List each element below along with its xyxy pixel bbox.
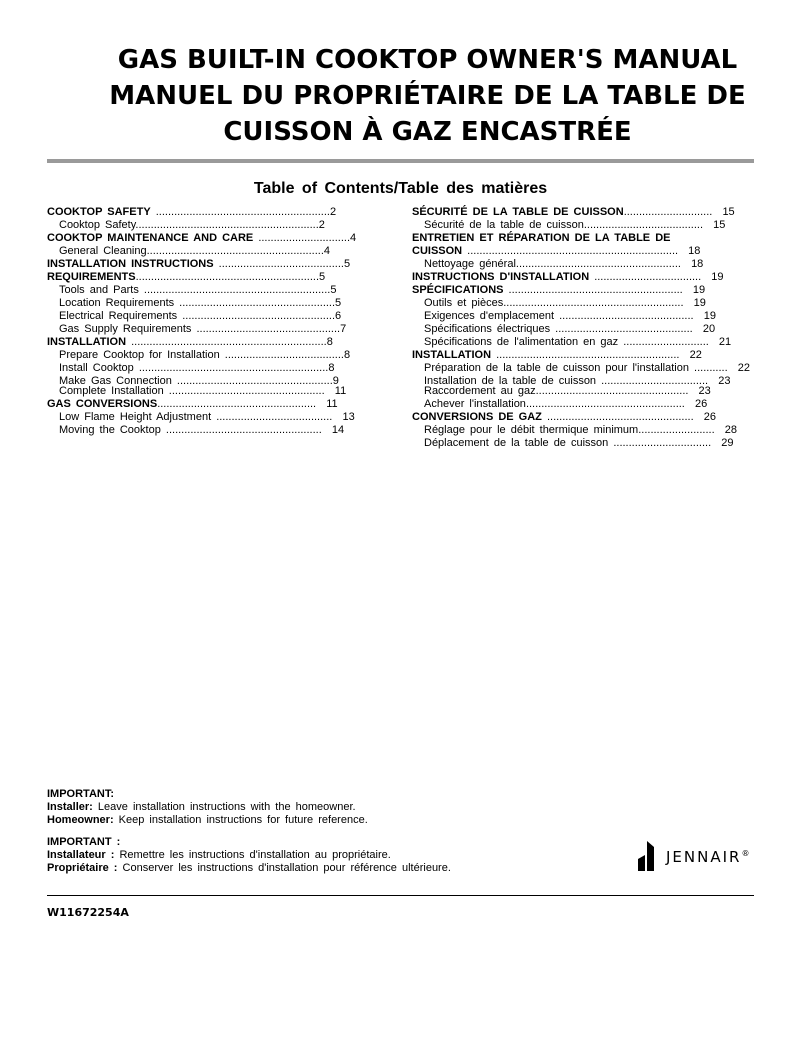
toc-leader: ............................................................ <box>491 349 680 361</box>
toc-page-number: 29 <box>711 437 734 449</box>
toc-section <box>412 271 782 284</box>
toc-column-english <box>47 206 392 437</box>
manual-title <box>60 42 795 150</box>
toc-leader: ................................................... <box>160 424 322 436</box>
toc-page-number: 20 <box>692 323 716 335</box>
toc-label: Location Requirements <box>59 297 175 309</box>
toc-subentry <box>47 375 392 385</box>
toc-label: Installation de la table de cuisson <box>424 375 597 387</box>
toc-page-number: 9 <box>332 375 339 387</box>
toc-page-number: 18 <box>678 245 701 257</box>
toc-page-number: 6 <box>335 310 342 322</box>
owner-note-fr: Propriétaire : Conserver les instructions d'installation pour référence ultérieure. <box>47 862 451 874</box>
toc-leader: ................................................ <box>541 411 694 423</box>
toc-leader: ................................................................ <box>126 336 327 348</box>
toc-subentry <box>412 310 782 323</box>
important-heading-en: IMPORTANT: <box>47 788 115 800</box>
jennair-logo <box>634 841 760 873</box>
toc-subentry <box>412 362 782 375</box>
toc-label: Nettoyage général <box>424 258 516 270</box>
toc-subentry <box>412 424 782 437</box>
toc-label: Gas Supply Requirements <box>59 323 192 335</box>
toc-page-number: 28 <box>714 424 737 436</box>
important-heading-fr: IMPORTANT : <box>47 836 121 848</box>
toc-section <box>412 206 782 219</box>
toc-label: Spécifications électriques <box>424 323 551 335</box>
toc-leader: ............................................. <box>550 323 693 335</box>
toc-section <box>412 284 782 297</box>
toc-leader: ....................................... <box>583 219 704 231</box>
toc-page-number: 19 <box>693 310 716 322</box>
toc-subentry <box>412 323 782 336</box>
toc-label: Exigences d'emplacement <box>424 310 555 322</box>
toc-leader: ......................... <box>638 424 715 436</box>
toc-label: Install Cooktop <box>59 362 134 374</box>
toc-label: SPÉCIFICATIONS <box>412 284 504 296</box>
toc-subentry <box>47 411 392 424</box>
toc-page-number: 22 <box>679 349 702 361</box>
toc-page-number: 4 <box>350 232 357 244</box>
toc-leader: ......................................................... <box>503 284 683 296</box>
toc-leader: ............................................................ <box>135 219 319 231</box>
installer-note-en: Installer: Leave installation instructions with the homeowner. <box>47 801 356 813</box>
toc-label: Prepare Cooktop for Installation <box>59 349 220 361</box>
title-line-3: CUISSON À GAZ ENCASTRÉE <box>223 117 632 147</box>
toc-leader: ............................................................ <box>135 271 319 283</box>
title-line-2: MANUEL DU PROPRIÉTAIRE DE LA TABLE DE <box>109 81 746 111</box>
toc-leader: ............................ <box>618 336 709 348</box>
toc-section <box>47 336 392 349</box>
toc-heading: Table of Contents/Table des matières <box>253 180 548 197</box>
toc-label: COOKTOP SAFETY <box>47 206 151 218</box>
toc-label: ENTRETIEN ET RÉPARATION DE LA TABLE DE <box>412 232 671 244</box>
toc-label: REQUIREMENTS <box>47 271 136 283</box>
toc-page-number: 19 <box>683 297 706 309</box>
toc-leader: .................................................... <box>525 398 685 410</box>
homeowner-note-en: Homeowner: Keep installation instructions for future reference. <box>47 814 368 826</box>
toc-label: Tools and Parts <box>59 284 139 296</box>
brand-name: JENNAIR® <box>666 848 752 866</box>
title-line-1: GAS BUILT-IN COOKTOP OWNER'S MANUAL <box>117 45 738 75</box>
toc-page-number: 13 <box>332 411 355 423</box>
toc-subentry <box>47 219 392 232</box>
toc-subentry <box>47 424 392 437</box>
toc-subentry <box>412 385 782 398</box>
toc-page-number: 14 <box>321 424 345 436</box>
toc-label: Cooktop Safety <box>59 219 136 231</box>
toc-column-french <box>412 206 782 450</box>
toc-leader: ......................................... <box>213 258 344 270</box>
toc-leader: ......................................................... <box>150 206 330 218</box>
toc-page-number: 7 <box>340 323 347 335</box>
toc-section <box>47 206 392 219</box>
toc-leader: ............................................................. <box>138 284 331 296</box>
toc-subentry <box>412 336 782 349</box>
toc-page-number: 2 <box>329 206 337 218</box>
toc-section <box>412 245 782 258</box>
toc-subentry <box>412 297 782 310</box>
toc-label: Sécurité de la table de cuisson <box>424 219 584 231</box>
toc-subentry <box>47 362 392 375</box>
toc-subentry <box>47 385 392 398</box>
toc-leader: ................................ <box>608 437 712 449</box>
toc-page-number: 15 <box>703 219 726 231</box>
toc-subentry <box>412 375 782 385</box>
toc-subentry <box>47 297 392 310</box>
toc-label: Préparation de la table de cuisson pour l'installation <box>424 362 689 374</box>
toc-leader: ..................................................................... <box>462 245 679 257</box>
toc-subentry <box>412 258 782 271</box>
toc-label: Réglage pour le débit thermique minimum <box>424 424 639 436</box>
toc-subentry <box>47 284 392 297</box>
toc-label: INSTALLATION INSTRUCTIONS <box>47 258 214 270</box>
toc-leader: .............................................................. <box>133 362 329 374</box>
toc-label: INSTRUCTIONS D'INSTALLATION <box>412 271 590 283</box>
toc-leader: .................................................... <box>157 398 317 410</box>
toc-section <box>412 232 782 245</box>
toc-label: Complete Installation <box>59 385 164 397</box>
document-number: W11672254A <box>47 906 129 919</box>
toc-label: Low Flame Height Adjustment <box>59 411 212 423</box>
toc-section <box>47 271 392 284</box>
toc-label: INSTALLATION <box>412 349 492 361</box>
toc-leader: ............................. <box>623 206 713 218</box>
toc-page-number: 8 <box>328 362 335 374</box>
toc-leader: ...................................... <box>211 411 333 423</box>
toc-page-number: 8 <box>326 336 333 348</box>
toc-label: Raccordement au gaz <box>424 385 536 397</box>
toc-leader: ............................................... <box>191 323 341 335</box>
toc-page-number: 22 <box>727 362 751 374</box>
toc-leader: ........... <box>688 362 728 374</box>
toc-label: General Cleaning <box>59 245 147 257</box>
toc-label: Déplacement de la table de cuisson <box>424 437 609 449</box>
toc-label: INSTALLATION <box>47 336 127 348</box>
toc-page-number: 5 <box>335 297 342 309</box>
toc-page-number: 23 <box>688 385 711 397</box>
toc-subentry <box>47 310 392 323</box>
toc-section <box>47 398 392 411</box>
toc-label: COOKTOP MAINTENANCE AND CARE <box>47 232 254 244</box>
toc-subentry <box>412 437 782 450</box>
toc-page-number: 21 <box>708 336 732 348</box>
toc-leader: ....................................... <box>219 349 344 361</box>
toc-page-number: 15 <box>712 206 735 218</box>
toc-label: Moving the Cooktop <box>59 424 161 436</box>
toc-label: CONVERSIONS DE GAZ <box>412 411 542 423</box>
toc-page-number: 19 <box>682 284 706 296</box>
toc-leader: ................................................... <box>174 297 336 309</box>
toc-leader: ........................................................... <box>503 297 684 309</box>
toc-section <box>412 411 782 424</box>
toc-section <box>47 258 392 271</box>
toc-leader: .................................................. <box>177 310 336 322</box>
title-divider <box>47 159 754 163</box>
toc-label: SÉCURITÉ DE LA TABLE DE CUISSON <box>412 206 624 218</box>
toc-leader: .................................................. <box>535 385 689 397</box>
toc-label: Achever l'installation <box>424 398 526 410</box>
toc-page-number: 5 <box>343 258 351 270</box>
toc-leader: .............................. <box>253 232 351 244</box>
footer-divider <box>47 895 754 896</box>
toc-leader: ................................................... <box>171 375 333 387</box>
toc-leader: ............................................ <box>554 310 694 322</box>
toc-subentry <box>412 219 782 232</box>
toc-label: Spécifications de l'alimentation en gaz <box>424 336 619 348</box>
toc-page-number: 2 <box>318 219 325 231</box>
toc-leader: ................................................... <box>163 385 325 397</box>
toc-section <box>412 349 782 362</box>
toc-label: Outils et pièces <box>424 297 504 309</box>
toc-page-number: 19 <box>701 271 724 283</box>
toc-label: Electrical Requirements <box>59 310 178 322</box>
toc-label: GAS CONVERSIONS <box>47 398 158 410</box>
toc-label: Make Gas Connection <box>59 375 172 387</box>
toc-label: CUISSON <box>412 245 463 257</box>
toc-page-number: 23 <box>708 375 731 387</box>
toc-leader: .......................................................... <box>146 245 324 257</box>
toc-subentry <box>47 245 392 258</box>
toc-leader: ...................................................... <box>515 258 681 270</box>
toc-leader: ................................... <box>589 271 702 283</box>
toc-subentry <box>47 349 392 362</box>
toc-subentry <box>47 323 392 336</box>
installer-note-fr: Installateur : Remettre les instructions d'installation au propriétaire. <box>47 849 391 861</box>
toc-page-number: 18 <box>680 258 704 270</box>
toc-page-number: 26 <box>684 398 708 410</box>
toc-page-number: 4 <box>323 245 331 257</box>
toc-page-number: 8 <box>343 349 351 361</box>
toc-page-number: 5 <box>330 284 337 296</box>
toc-page-number: 11 <box>324 385 347 397</box>
toc-leader: ................................... <box>596 375 709 387</box>
jennair-mark-icon <box>634 841 660 873</box>
toc-section <box>47 232 392 245</box>
toc-page-number: 26 <box>693 411 717 423</box>
toc-subentry <box>412 398 782 411</box>
toc-page-number: 5 <box>319 271 326 283</box>
toc-page-number: 11 <box>316 398 338 410</box>
